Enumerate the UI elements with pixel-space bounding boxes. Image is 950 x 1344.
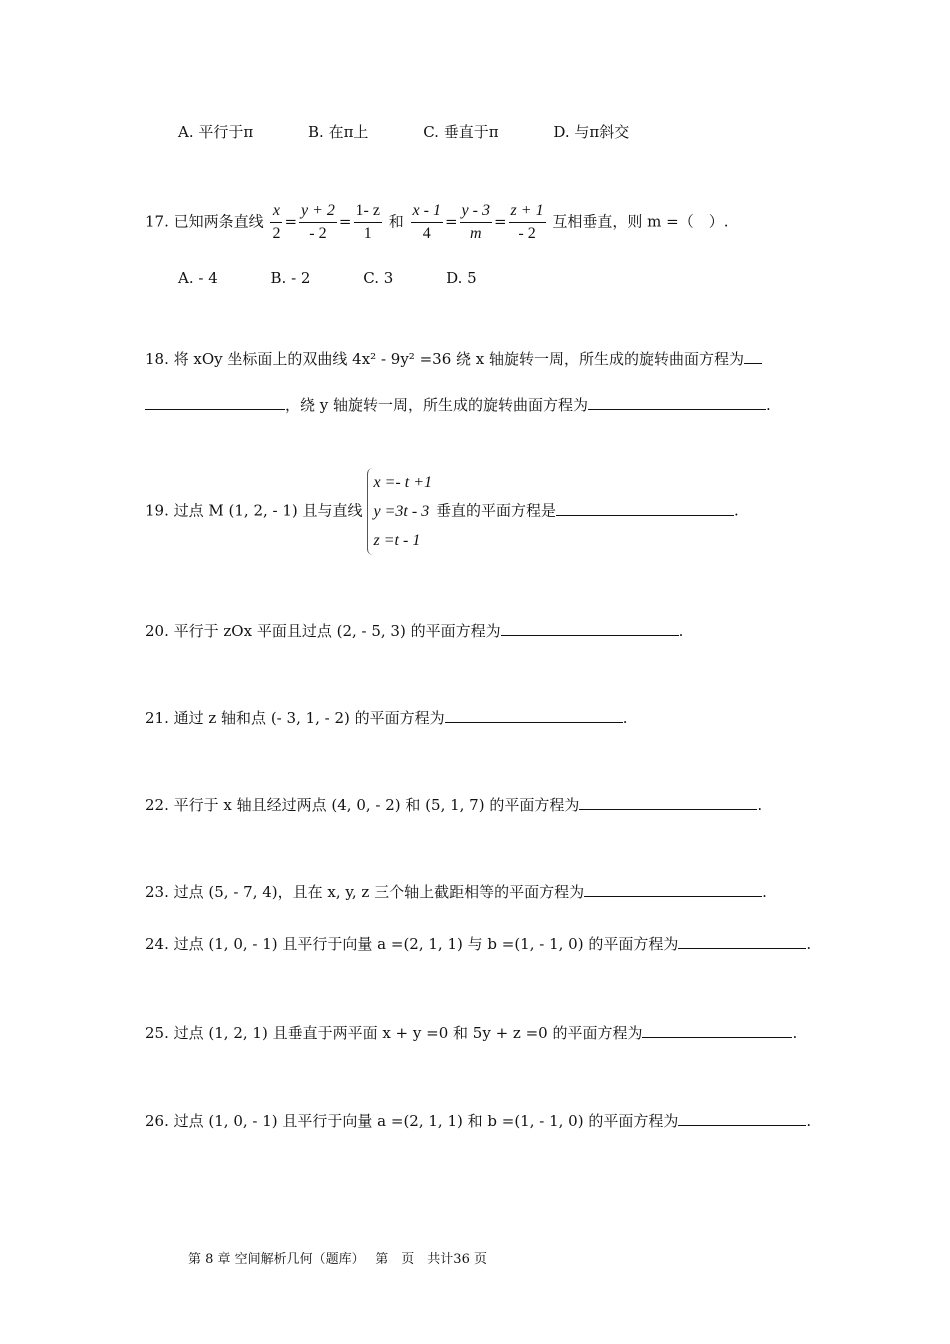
q22-text: 22. 平行于 x 轴且经过两点 (4, 0, - 2) 和 (5, 1, 7) 的平面方程为 bbox=[145, 796, 580, 814]
q23-text: 23. 过点 (5, - 7, 4)，且在 x, y, z 三个轴上截距相等的平面方程为 bbox=[145, 883, 585, 901]
answer-blank[interactable] bbox=[642, 1022, 792, 1038]
option-d: D. 与π斜交 bbox=[553, 123, 630, 141]
option-c: C. 3 bbox=[363, 269, 394, 287]
option-b: B. - 2 bbox=[270, 269, 311, 287]
answer-blank[interactable] bbox=[588, 394, 766, 410]
question-24: 24. 过点 (1, 0, - 1) 且平行于向量 a =(2, 1, 1) 与 b =(1, - 1, 0) 的平面方程为 . bbox=[145, 935, 812, 953]
question-20: 20. 平行于 zOx 平面且过点 (2, - 5, 3) 的平面方程为 . bbox=[145, 622, 684, 640]
option-a: A. 平行于π bbox=[178, 123, 254, 141]
q25-text: 25. 过点 (1, 2, 1) 且垂直于两平面 x + y =0 和 5y + z =0 的平面方程为 bbox=[145, 1024, 643, 1042]
page-footer: 第 8 章 空间解析几何（题库） 第 页 共计36 页 bbox=[188, 1252, 487, 1267]
equation-system: x =- t +1 y =3t - 3 z =t - 1 bbox=[367, 468, 432, 555]
fraction: $\frac{y - 3}{m}$ bbox=[461, 202, 490, 242]
q20-text: 20. 平行于 zOx 平面且过点 (2, - 5, 3) 的平面方程为 bbox=[145, 622, 501, 640]
question-18 bbox=[145, 348, 762, 369]
q26-text: 26. 过点 (1, 0, - 1) 且平行于向量 a =(2, 1, 1) 和 b =(1, - 1, 0) 的平面方程为 bbox=[145, 1112, 679, 1130]
answer-blank[interactable] bbox=[445, 707, 623, 723]
question-21: 21. 通过 z 轴和点 (- 3, 1, - 2) 的平面方程为 . bbox=[145, 709, 628, 727]
question-22: 22. 平行于 x 轴且经过两点 (4, 0, - 2) 和 (5, 1, 7) 的平面方程为 . bbox=[145, 796, 763, 814]
question-26: 26. 过点 (1, 0, - 1) 且平行于向量 a =(2, 1, 1) 和 b =(1, - 1, 0) 的平面方程为 . bbox=[145, 1112, 812, 1130]
q17-options bbox=[178, 268, 527, 288]
q17-connector: 和 bbox=[388, 212, 404, 231]
fraction: $\frac{x}{2}$ bbox=[272, 202, 281, 242]
q16-options bbox=[178, 122, 679, 142]
question-25: 25. 过点 (1, 2, 1) 且垂直于两平面 x + y =0 和 5y + z =0 的平面方程为 . bbox=[145, 1024, 798, 1042]
fraction: $\frac{1- z}{1}$ bbox=[355, 202, 380, 242]
answer-blank[interactable] bbox=[678, 1110, 806, 1126]
q19-prefix: 19. 过点 M (1, 2, - 1) 且与直线 bbox=[145, 501, 363, 520]
answer-blank[interactable] bbox=[556, 500, 734, 516]
fraction: $\frac{y + 2}{- 2}$ bbox=[301, 202, 335, 242]
answer-blank[interactable] bbox=[579, 794, 757, 810]
option-c: C. 垂直于π bbox=[423, 123, 499, 141]
answer-blank[interactable] bbox=[145, 394, 285, 410]
q19-suffix: 垂直的平面方程是 bbox=[436, 501, 557, 520]
q18-text-2: ，绕 y 轴旋转一周，所生成的旋转曲面方程为 bbox=[285, 396, 589, 414]
q17-prefix: 已知两条直线 bbox=[173, 212, 264, 231]
answer-blank[interactable] bbox=[678, 933, 806, 949]
fraction: $\frac{z + 1}{- 2}$ bbox=[510, 202, 544, 242]
fraction: $\frac{x - 1}{4}$ bbox=[412, 202, 441, 242]
answer-blank[interactable] bbox=[501, 620, 679, 636]
option-d: D. 5 bbox=[446, 269, 477, 287]
question-18-cont: ，绕 y 轴旋转一周，所生成的旋转曲面方程为 . bbox=[145, 394, 771, 415]
q24-text: 24. 过点 (1, 0, - 1) 且平行于向量 a =(2, 1, 1) 与 b =(1, - 1, 0) 的平面方程为 bbox=[145, 935, 679, 953]
q18-text: 18. 将 xOy 坐标面上的双曲线 4x² - 9y² =36 绕 x 轴旋转一周，所生成的旋转曲面方程为 bbox=[145, 350, 744, 368]
q17-number: 17. bbox=[145, 212, 169, 231]
option-b: B. 在π上 bbox=[308, 123, 369, 141]
q21-text: 21. 通过 z 轴和点 (- 3, 1, - 2) 的平面方程为 bbox=[145, 709, 445, 727]
question-17: 17. 已知两条直线 $\frac{x}{2}$ = $\frac{y + 2}{- 2}$ = $\frac{1- z}{1}$ 和 $\frac{x - 1}{4}$ = $\frac{y - 3}{m}$ = $\frac{z + 1}{- 2}$ 互相垂直，则 m =（ ）. bbox=[145, 200, 728, 245]
answer-blank[interactable] bbox=[744, 348, 762, 364]
answer-blank[interactable] bbox=[584, 881, 762, 897]
q17-suffix: 互相垂直，则 m =（ ）. bbox=[552, 212, 729, 231]
option-a: A. - 4 bbox=[178, 269, 218, 287]
question-19: 19. 过点 M (1, 2, - 1) 且与直线 x =- t +1 y =3t - 3 z =t - 1 垂直的平面方程是 . bbox=[145, 468, 739, 555]
question-23: 23. 过点 (5, - 7, 4)，且在 x, y, z 三个轴上截距相等的平面方程为 . bbox=[145, 883, 767, 901]
